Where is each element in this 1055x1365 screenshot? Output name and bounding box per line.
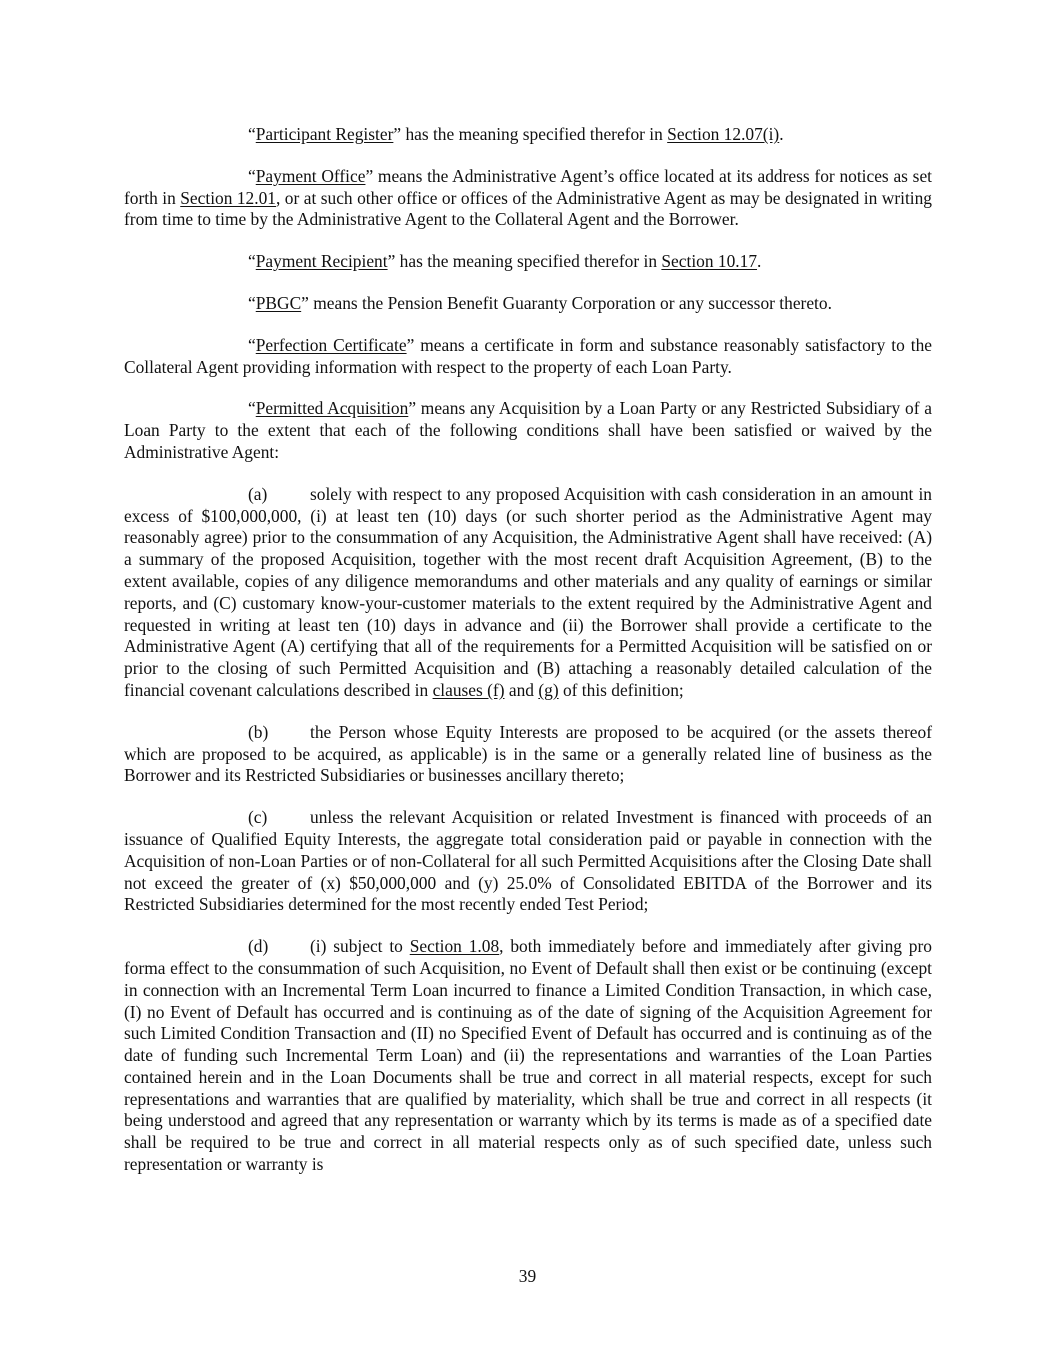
- definition-permitted-acquisition: [124, 398, 932, 463]
- open-quote: “: [248, 334, 256, 355]
- open-quote: “: [248, 251, 256, 272]
- definition-end: , or at such other office or offices of the Administrative Agent as may be designated in writing from time to time by the Administrative Agent to the Collateral Agent and the Borrower.: [124, 187, 933, 230]
- defined-term: PBGC: [255, 292, 302, 313]
- definition-text: ” means any Acquisition by a Loan Party or any Restricted Subsidiary of a Loan Party to the extent that each of the following conditions shall have been satisfied or waived by the Administrative Agent:: [124, 398, 932, 462]
- open-quote: “: [248, 124, 256, 144]
- clause-text: of this definition;: [558, 679, 684, 700]
- section-reference: Section 10.17: [661, 251, 758, 272]
- definition-end: .: [779, 124, 784, 144]
- definition-text: ” means a certificate in form and substance reasonably satisfactory to the Collateral Agent providing information with respect to the property of each Loan Party.: [124, 334, 932, 377]
- clause-text: and: [504, 679, 539, 700]
- definition-perfection-certificate: [124, 335, 932, 379]
- section-reference: Section 12.01: [180, 187, 276, 208]
- definition-pbgc: [124, 293, 932, 315]
- section-reference: Section 1.08: [409, 936, 500, 957]
- open-quote: “: [248, 165, 256, 186]
- definition-text: ” means the Pension Benefit Guaranty Corporation or any successor thereto.: [301, 292, 832, 313]
- definition-text: ” means the Administrative Agent’s office located at its address for notices as set forth in: [124, 165, 933, 208]
- clause-label: (b): [248, 721, 269, 742]
- clause-c: [124, 807, 932, 916]
- clause-text: unless the relevant Acquisition or related Investment is financed with proceeds of an issuance of Qualified Equity Interests, the aggregate total consideration paid or payable in connection with the Acquisition of non-Loan Parties or of non-Collateral for all such Permitted Acquisitions after the Closing Date shall not exceed the greater of (x) $50,000,000 and (y) 25.0% of Consolidated EBITDA of the Borrower and its Restricted Subsidiaries determined for the most recently ended Test Period;: [124, 807, 932, 915]
- clause-reference: (g): [538, 679, 559, 700]
- clause-text: , both immediately before and immediately after giving pro forma effect to the consummation of such Acquisition, no Event of Default shall then exist or be continuing (except in connection with an Incremental Term Loan incurred to finance a Limited Condition Transaction, in which case, (I) no Event of Default has occurred and is continuing as of the date of signing of the Acquisition Agreement for such Limited Condition Transaction and (II) no Specified Event of Default has occurred and is continuing as of the date of funding such Incremental Term Loan) and (ii) the representations and warranties of the Loan Parties contained herein and in the Loan Documents shall be true and correct in all material respects, except for such representations and warranties that are qualified by materiality, which shall be true and correct in all respects (it being understood and agreed that any representation or warranty which by its terms is made as of a specified date shall be required to be true and correct in all material respects only as of such specified date, unless such representation or warranty is: [124, 936, 932, 1175]
- defined-term: Payment Office: [255, 165, 366, 186]
- defined-term: Permitted Acquisition: [255, 398, 409, 419]
- defined-term: Participant Register: [255, 124, 394, 144]
- section-reference: Section 12.07(i): [667, 124, 780, 144]
- page-number: 39: [518, 1266, 537, 1286]
- definition-text: ” has the meaning specified therefor in: [393, 124, 668, 144]
- clause-text: the Person whose Equity Interests are proposed to be acquired (or the assets thereof which are proposed to be acquired, as applicable) is in the same or a generally related line of business as the Borrower and its Restricted Subsidiaries or businesses ancillary thereto;: [124, 721, 932, 786]
- clause-label: (c): [248, 807, 268, 828]
- open-quote: “: [248, 398, 256, 419]
- document-page: [124, 124, 932, 1196]
- clause-d: [124, 936, 932, 1176]
- clause-text: (i) subject to: [310, 936, 410, 957]
- clause-label: (d): [248, 936, 269, 957]
- definition-participant-register: [124, 124, 932, 146]
- clause-b: [124, 722, 932, 787]
- definition-payment-recipient: [124, 251, 932, 273]
- clause-reference: clauses (f): [432, 679, 505, 700]
- defined-term: Perfection Certificate: [255, 334, 407, 355]
- clause-a: [124, 484, 932, 702]
- definition-payment-office: [124, 166, 932, 231]
- clause-text: solely with respect to any proposed Acquisition with cash consideration in an amount in excess of $100,000,000, (i) at least ten (10) days (or such shorter period as the Administrative Agent may reasonably agree) prior to the consummation of any Acquisition, the Administrative Agent shall have received: (A) a summary of the proposed Acquisition, together with the most recent draft Acquisition Agreement, (B) to the extent available, copies of any diligence memorandums and other materials and any quality of earnings or similar reports, and (C) customary know-your-customer materials to the extent required by the Administrative Agent and requested in writing at least ten (10) days in advance and (ii) the Borrower shall provide a certificate to the Administrative Agent (A) certifying that all of the requirements for a Permitted Acquisition will be satisfied on or prior to the closing of such Permitted Acquisition and (B) attaching a reasonably detailed calculation of the financial covenant calculations described in: [124, 483, 932, 700]
- definition-end: .: [757, 251, 762, 272]
- clause-label: (a): [248, 483, 268, 504]
- definition-text: ” has the meaning specified therefor in: [387, 251, 662, 272]
- open-quote: “: [248, 292, 256, 313]
- defined-term: Payment Recipient: [255, 251, 388, 272]
